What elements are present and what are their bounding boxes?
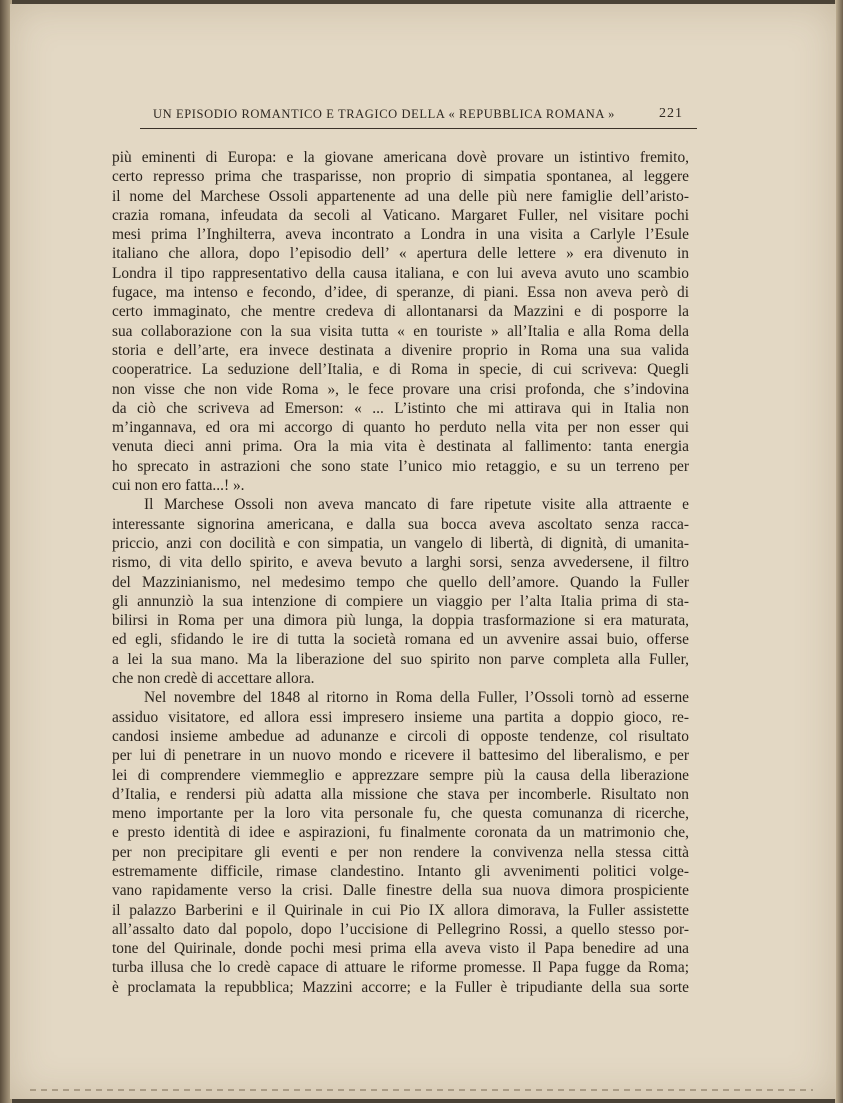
text-line: turba illusa che lo credè capace di attuare le riforme promesse. Il Papa fugge da Roma; (112, 959, 689, 977)
running-header (153, 107, 683, 122)
text-line: che non credè di accettare allora. (112, 670, 315, 688)
text-line: e presto identità di idee e aspirazioni, fu finalmente coronata da un matrimonio che, (112, 824, 689, 842)
text-line: interessante signorina americana, e dalla sua bocca aveva ascoltato senza racca- (112, 515, 689, 533)
text-line: Il Marchese Ossoli non aveva mancato di fare ripetute visite alla attraente e (144, 496, 689, 514)
text-line: per non precipitare gli eventi e per non rendere la convivenza nella stessa città (112, 843, 689, 861)
text-line: certo immaginato, che mentre credeva di allontanarsi da Mazzini e di posporre la (112, 303, 689, 321)
text-line: italiano che allora, dopo l’episodio dell’ « apertura delle lettere » era divenuto in (112, 245, 689, 263)
text-line: certo represso prima che trasparisse, non proprio di simpatia spontanea, al leggere (112, 168, 689, 186)
text-line: lei di comprendere viemmeglio e apprezzare sempre più la causa della liberazione (112, 766, 689, 784)
text-line: è proclamata la repubblica; Mazzini accorre; e la Fuller è tripudiante della sua sorte (112, 978, 689, 996)
text-line: cui non ero fatta...! ». (112, 477, 245, 495)
body-text (112, 148, 689, 997)
text-line: d’Italia, e rendersi più adatta alla missione che stava per incomberle. Risultato non (112, 785, 689, 803)
running-title: UN EPISODIO ROMANTICO E TRAGICO DELLA « REPUBBLICA ROMANA » (153, 107, 615, 121)
text-line: il palazzo Barberini e il Quirinale in cui Pio IX allora dimorava, la Fuller assistette (112, 901, 689, 919)
page-number: 221 (659, 106, 683, 121)
text-line: m’ingannava, ed ora mi accorgo di quanto ho perduto nella vita per non esser qui (112, 419, 689, 437)
text-line: bilirsi in Roma per una dimora più lunga, la doppia trasformazione si era maturata, (112, 612, 689, 630)
text-line: più eminenti di Europa: e la giovane americana dovè provare un istintivo fremito, (112, 149, 689, 166)
text-line: vano rapidamente verso la crisi. Dalle finestre della sua nuova dimora prospiciente (112, 882, 689, 900)
text-line: mesi prima l’Inghilterra, aveva incontrato a Londra in una visita a Carlyle l’Esule (112, 226, 689, 244)
text-line: storia e dell’arte, era invece destinata a divenire proprio in Roma una sua valida (112, 341, 689, 359)
header-rule (140, 128, 697, 129)
text-line: il nome del Marchese Ossoli appartenente ad una delle più nere famiglie dell’aristo- (112, 187, 689, 205)
text-line: ed egli, sfidando le ire di tutta la società romana ed un avvenire assai buio, offerse (112, 631, 689, 649)
text-line: a lei la sua mano. Ma la liberazione del suo spirito non parve completa alla Fuller, (112, 650, 689, 668)
text-line: meno importante per la loro vita personale fu, che questa comunanza di ricerche, (112, 805, 689, 823)
text-line: assiduo visitatore, ed allora essi impresero insieme una partita a doppio gioco, re- (112, 708, 689, 726)
text-line: candosi insieme ambedue ad adunanze e circoli di opposte tendenze, col risultato (112, 727, 689, 745)
text-line: del Mazzinianismo, nel medesimo tempo che quello dell’amore. Quando la Fuller (112, 573, 689, 591)
text-line: venuta dieci anni prima. Ora la mia vita è destinata al fallimento: tanta energia (112, 438, 689, 456)
text-line: ho sprecato in astrazioni che sono state l’unico mio retaggio, e su un terreno per (112, 457, 689, 475)
text-line: tone del Quirinale, donde pochi mesi prima ella aveva visto il Papa benedire ad una (112, 940, 689, 958)
text-line: cooperatrice. La seduzione dell’Italia, e di Roma in specie, di cui scriveva: Quegli (112, 361, 689, 379)
text-line: Londra il tipo rappresentativo della causa italiana, e con lui aveva avuto uno scambio (112, 264, 689, 282)
text-line: estremamente difficile, rimase clandestino. Intanto gli avvenimenti politici volge- (112, 862, 689, 880)
text-line: all’assalto dato dal popolo, dopo l’uccisione di Pellegrino Rossi, a quello stesso por- (112, 920, 689, 938)
text-line: rismo, di vita dello spirito, e aveva bevuto a larghi sorsi, senza avvedersene, il filtro (112, 554, 689, 572)
page-bottom-edge (30, 1089, 813, 1091)
text-line: per lui di penetrare in un nuovo mondo e ricevere il battesimo del liberalismo, e per (112, 747, 689, 765)
text-line: sua collaborazione con la sua visita tutta « en touriste » all’Italia e alla Roma della (112, 322, 689, 340)
text-line: crazia romana, infeudata da secoli al Vaticano. Margaret Fuller, nel visitare pochi (112, 206, 689, 224)
text-line: fugace, ma intenso e fecondo, d’idee, di speranze, di piani. Essa non aveva però di (112, 284, 689, 302)
text-line: da ciò che scriveva ad Emerson: « ... L’istinto che mi attirava qui in Italia non (112, 399, 689, 417)
text-line: gli annunziò la sua intenzione di compiere un viaggio per l’alta Italia prima di sta- (112, 592, 689, 610)
text-line: non visse che non vide Roma », le fece provare una crisi profonda, che s’indovina (112, 380, 689, 398)
book-edge-shadow (835, 0, 843, 1103)
text-line: priccio, anzi con docilità e con simpatia, un vangelo di libertà, di dignità, di umanita- (112, 534, 689, 552)
text-line: Nel novembre del 1848 al ritorno in Roma della Fuller, l’Ossoli tornò ad esserne (144, 689, 689, 707)
